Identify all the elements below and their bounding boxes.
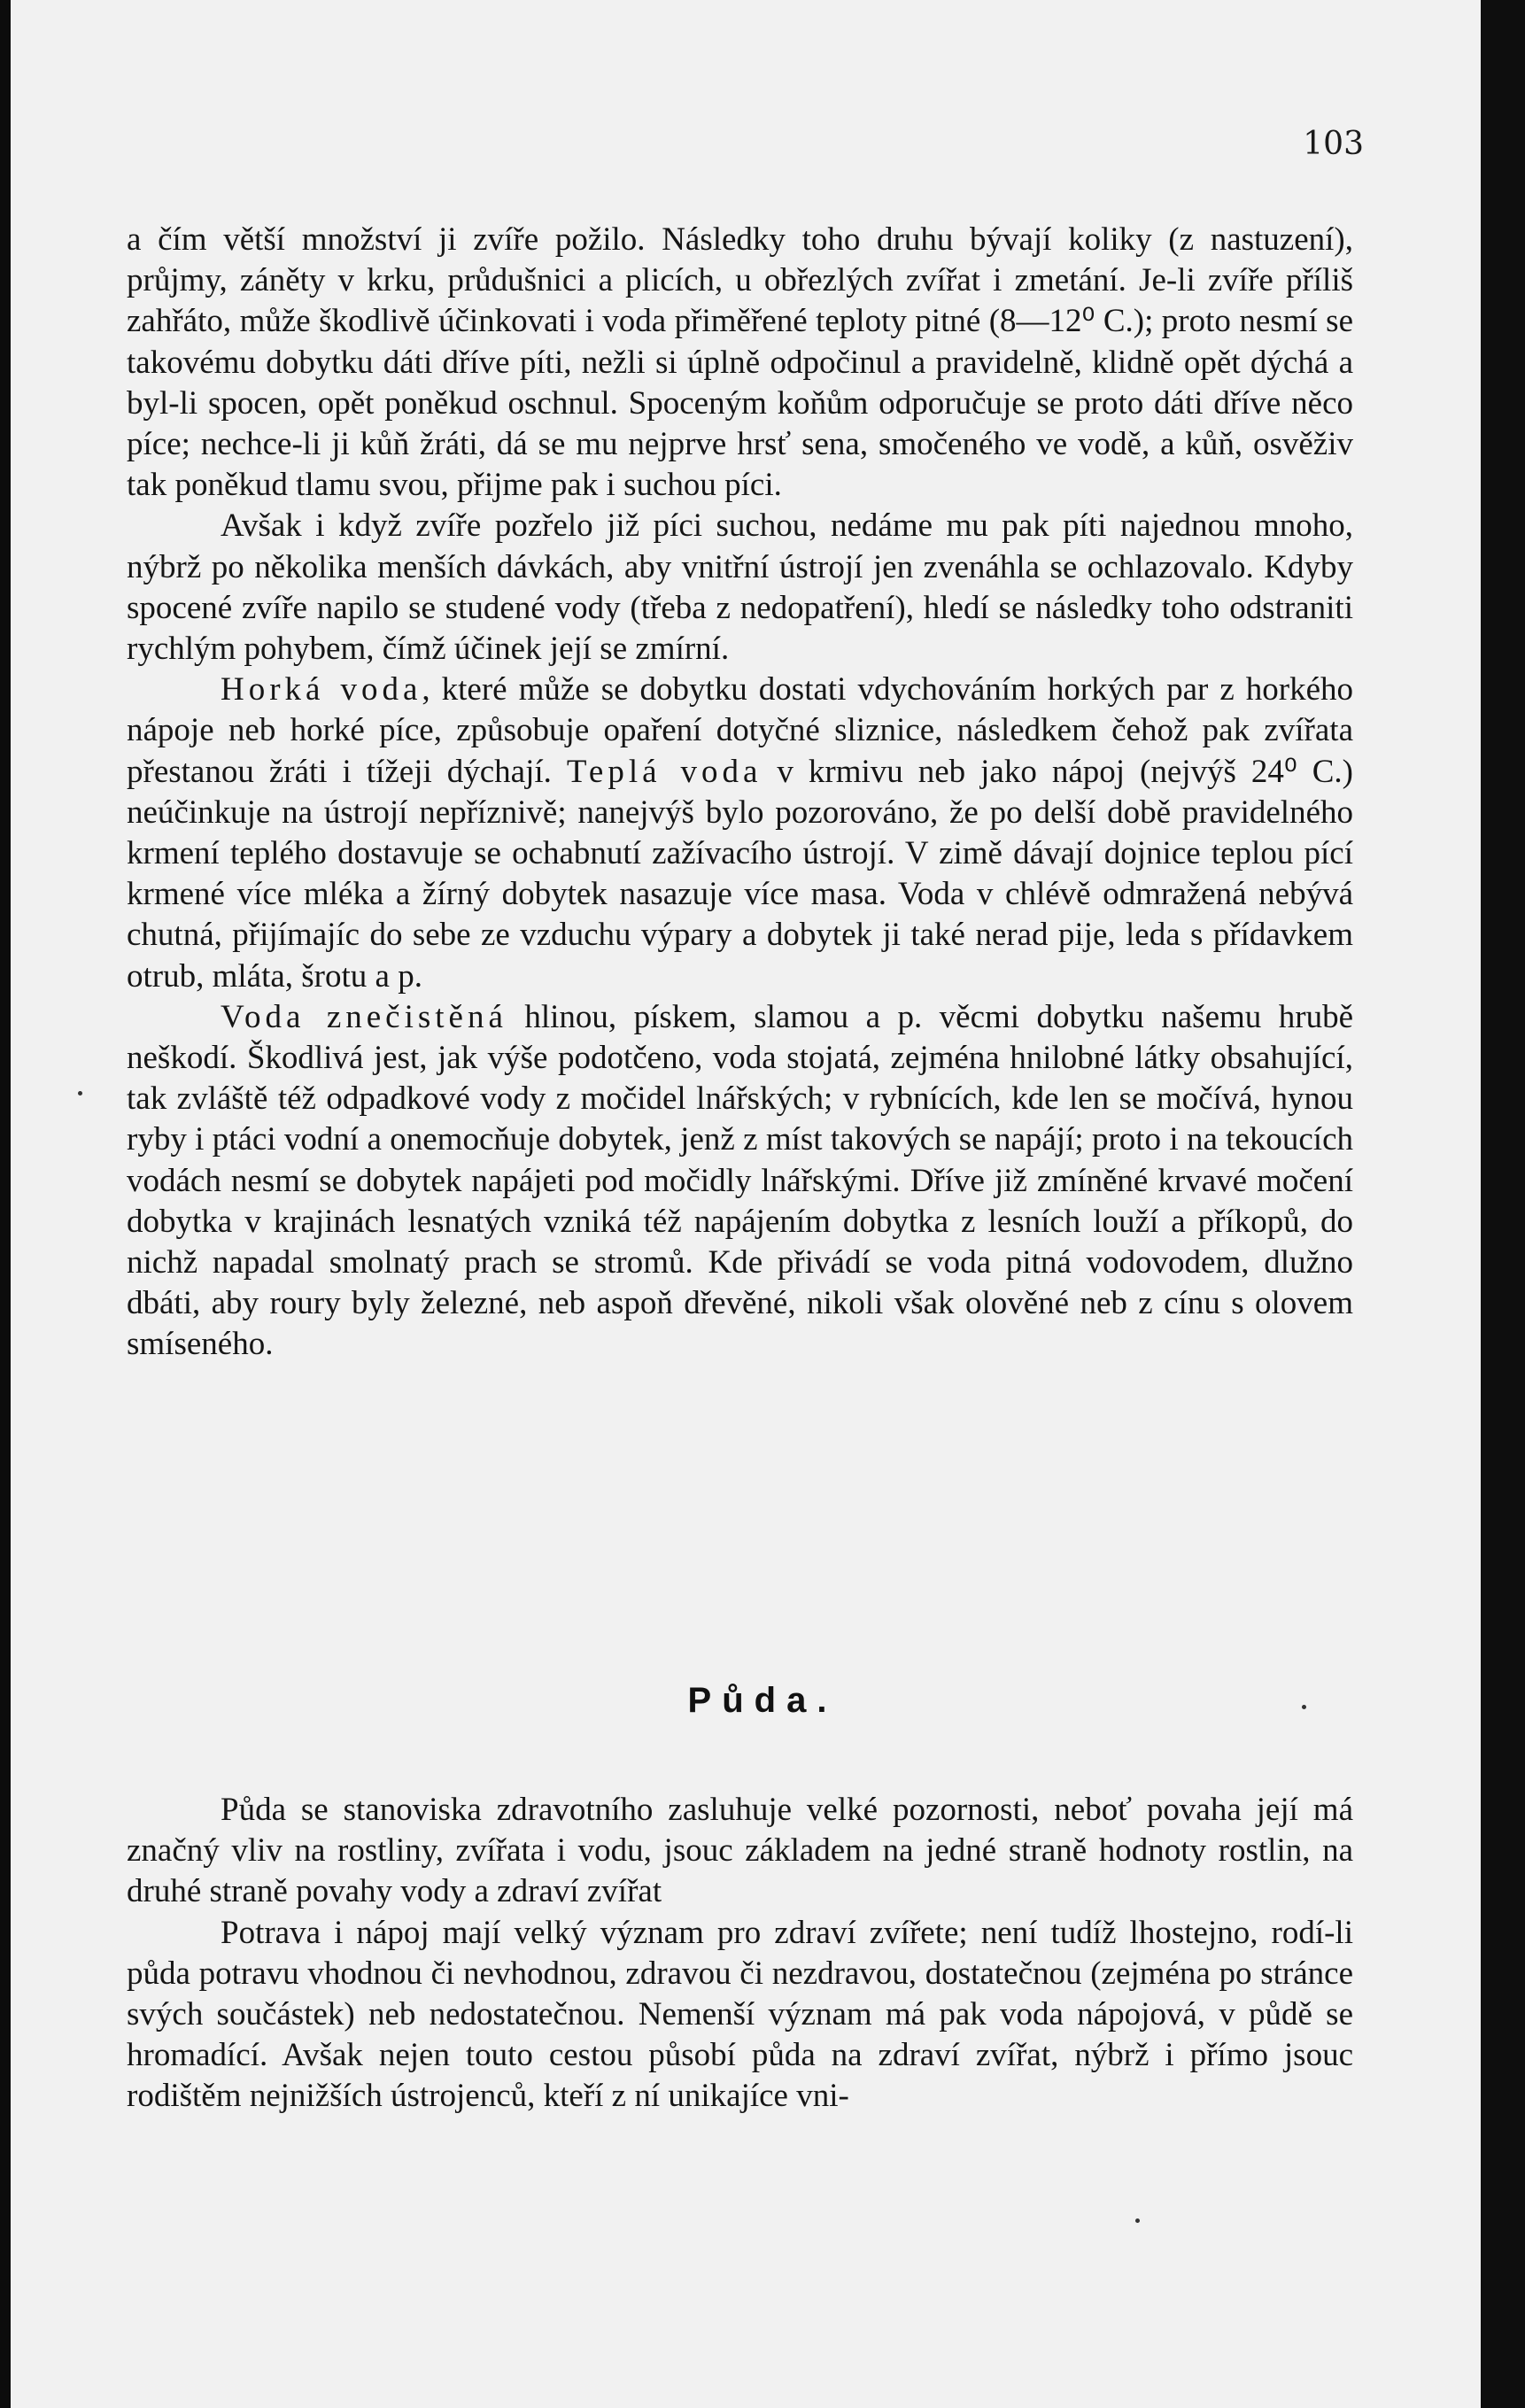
paragraph-3 bbox=[127, 670, 1353, 997]
scan-border-left bbox=[0, 0, 11, 2408]
paragraph-1-text: a čím větší množství ji zvíře požilo. Následky toho druhu bývají koliky (z nastuzení), průjmy, záněty v krku, průdušnici a plicích, u obřezlých zvířat i zmetání. Je-li zvíře příliš zahřáto, může škodlivě účinkovati i voda přiměřené teploty pitné (8—12⁰ C.); proto nesmí se takovému dobytku dáti dříve píti, nežli si úplně odpočinul a pravidelně, klidně opět dýchá a byl-li spocen, opět poněkud oschnul. Spoceným koňům odporučuje se proto dáti dříve něco píce; nechce-li ji kůň žráti, dá se mu nejprve hrsť sena, smočeného ve vodě, a kůň, osvěživ tak poněkud tlamu svou, přijme pak i suchou píci. bbox=[127, 221, 1353, 504]
section-paragraph-2 bbox=[127, 1913, 1353, 2118]
paragraph-3-text-a: , které může se dobytku dostati vdychováním horkých par z horkého nápoje neb horké píce, způsobuje opaření dotyčné sliznice, následkem čehož pak zvířata přestanou žráti i tížeji dýchají. bbox=[127, 671, 1354, 790]
scan-border-right bbox=[1481, 0, 1525, 2408]
page-number: 103 bbox=[1303, 126, 1364, 162]
section-paragraph-1-text: Půda se stanoviska zdravotního zasluhuje velké pozornosti, neboť povaha její má značný vliv na rostliny, zvířata i vodu, jsouc základem na jedné straně hodnoty rostlin, na druhé straně povahy vody a zdraví zvířat bbox=[127, 1792, 1353, 1910]
term-polluted-water: Voda znečistěná bbox=[221, 998, 507, 1035]
body-text-upper bbox=[127, 220, 1353, 1366]
section-heading: Půda. bbox=[687, 1681, 838, 1720]
section-paragraph-2-text: Potrava i nápoj mají velký význam pro zdraví zvířete; není tudíž lhostejno, rodí-li půda potravu vhodnou či nevhodnou, zdravou či nezdravou, dostatečnou (zejména po stránce svých součástek) neb nedostatečnou. Nemenší význam má pak voda nápojová, v půdě se hromadící. Avšak nejen touto cestou působí půda na zdraví zvířat, nýbrž i přímo jsouc rodištěm nejnižších ústrojenců, kteří z ní unikajíce vni- bbox=[127, 1914, 1353, 2115]
print-speck bbox=[1135, 2218, 1140, 2223]
paragraph-2 bbox=[127, 506, 1353, 670]
term-warm-water: Teplá voda bbox=[566, 753, 762, 790]
term-hot-water: Horká voda bbox=[221, 671, 422, 708]
paragraph-2-text: Avšak i když zvíře pozřelo již píci suchou, nedáme mu pak píti najednou mnoho, nýbrž po několika menších dávkách, aby vnitřní ústrojí jen zvenáhla se ochlazovalo. Kdyby spocené zvíře napilo se studené vody (třeba z nedopatření), hledí se následky toho odstraniti rychlým pohybem, čímž účinek její se zmírní. bbox=[127, 507, 1353, 668]
print-speck bbox=[1302, 1705, 1306, 1709]
paragraph-3-text-b: v krmivu neb jako nápoj (nejvýš 24⁰ C.) neúčinkuje na ústrojí nepříznivě; nanejvýš bylo pozorováno, že po delší době pravidelného krmení teplého dostavuje se ochabnutí zažívacího ústrojí. V zimě dávají dojnice teplou pící krmené více mléka a žírný dobytek nasazuje více masa. Voda v chlévě odmražená nebývá chutná, přijímajíc do sebe ze vzduchu výpary a dobytek ji také nerad pije, leda s přídavkem otrub, mláta, šrotu a p. bbox=[127, 753, 1353, 995]
paragraph-4-text: hlinou, pískem, slamou a p. věcmi dobytku našemu hrubě neškodí. Škodlivá jest, jak výše podotčeno, voda stojatá, zejména hnilobné látky obsahující, tak zvláště též odpadkové vody z močidel lnářských; v rybnících, kde len se močívá, hynou ryby i ptáci vodní a onemocňuje dobytek, jenž z míst takových se napájí; proto i na tekoucích vodách nesmí se dobytek napájeti pod močidly lnářskými. Dříve již zmíněné krvavé močení dobytka v krajinách lesnatých vzniká též napájením dobytka z lesních louží a příkopů, do nichž napadal smolnatý prach se stromů. Kde přivádí se voda pitná vodovodem, dlužno dbáti, aby roury byly železné, neb aspoň dřevěné, nikoli však olověné neb z cínu s olovem smíseného. bbox=[127, 998, 1353, 1363]
paragraph-4 bbox=[127, 997, 1353, 1366]
paragraph-1 bbox=[127, 220, 1353, 506]
print-speck bbox=[78, 1091, 82, 1096]
body-text-section bbox=[127, 1790, 1353, 2118]
section-paragraph-1 bbox=[127, 1790, 1353, 1913]
